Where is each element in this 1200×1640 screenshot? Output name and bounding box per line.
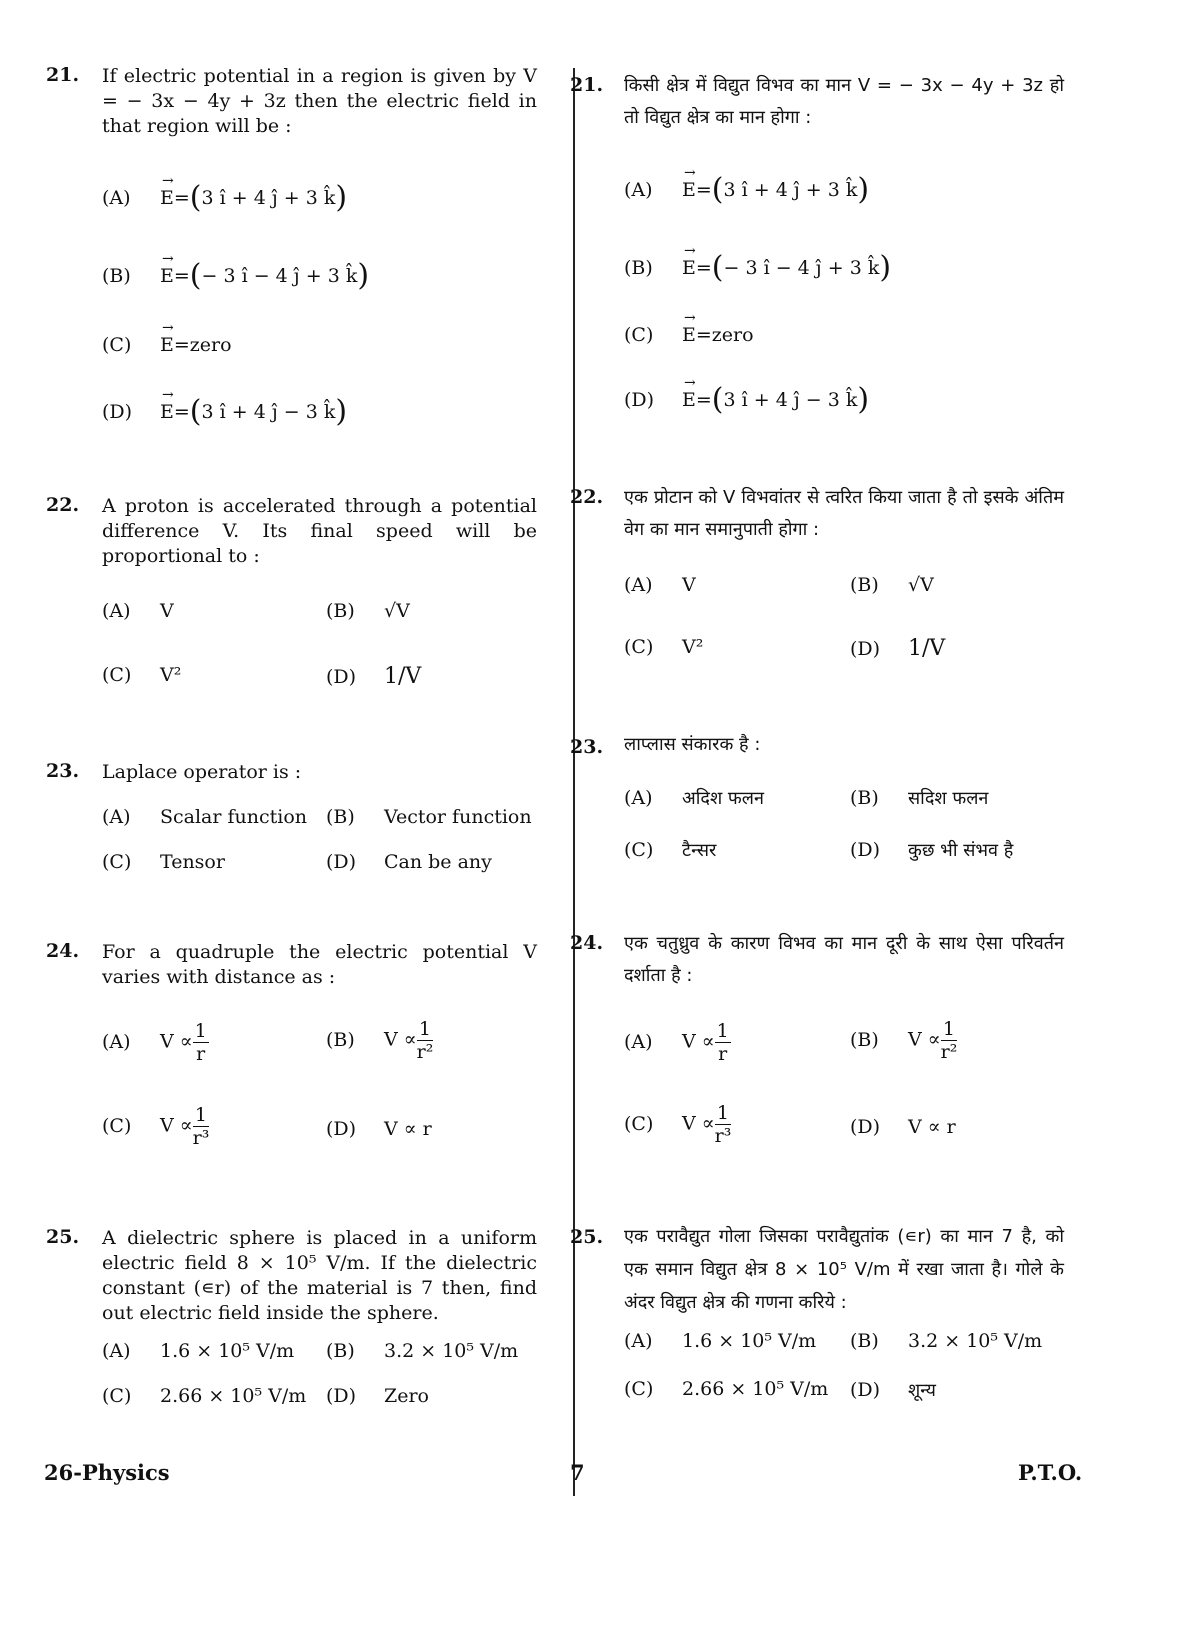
option-value: 3 î + 4 ĵ − 3 k̂ (723, 389, 858, 411)
option-label: (A) (102, 806, 131, 828)
option-label: (C) (624, 1112, 654, 1135)
option-value: V (160, 600, 174, 622)
option-value: 1.6 × 10⁵ V/m (160, 1340, 295, 1362)
question-text: एक प्रोटान को V विभवांतर से त्वरित किया जाता है तो इसके अंतिम वेग का मान समानुपाती होगा : (624, 487, 1064, 540)
question-number: 23. (570, 736, 604, 758)
option-value: V ∝ (908, 1028, 941, 1051)
option-c (102, 1104, 209, 1149)
option-value: V ∝ r (384, 1118, 432, 1140)
fraction: $\frac{1}{r}$ (716, 1020, 729, 1065)
option-label: (B) (850, 1028, 879, 1051)
option-a: (A) → E=(3 î + 4 ĵ + 3 k̂) (102, 173, 348, 215)
option-value: Can be any (384, 851, 492, 873)
option-value: V ∝ (682, 1112, 715, 1135)
option-label: (B) (850, 787, 879, 809)
question-text: एक परावैद्युत गोला जिसका परावैद्युतांक (∊r) का मान 7 है, को एक समान विद्युत क्षेत्र 8 × 10⁵ V/m में रखा जाता है। गोले के अंदर विद्युत क्षेत्र की गणना करिये : (624, 1226, 1064, 1313)
option-b (326, 1340, 518, 1362)
option-b (326, 600, 410, 622)
footer-page-number: 7 (570, 1460, 585, 1485)
option-a: (A) → E=(3 î + 4 ĵ + 3 k̂) (624, 165, 870, 207)
question-text: A dielectric sphere is placed in a uniform electric field 8 × 10⁵ V/m. If the dielectric constant (∊r) of the material is 7 then, find out electric field inside the sphere. (102, 1227, 537, 1324)
fraction: $\frac{1}{\text{r²}}$ (940, 1018, 958, 1063)
option-value: zero (711, 324, 754, 346)
option-label: (A) (102, 1030, 131, 1053)
option-a (102, 1340, 294, 1362)
question-text: किसी क्षेत्र में विद्युत विभव का मान V = − 3x − 4y + 3z हो तो विद्युत क्षेत्र का मान होगा : (624, 75, 1064, 128)
option-label: (D) (850, 839, 881, 861)
option-b (850, 1330, 1042, 1352)
option-label: (A) (102, 187, 131, 209)
option-value: 3.2 × 10⁵ V/m (908, 1330, 1043, 1352)
question-text: For a quadruple the electric potential V varies with distance as : (102, 941, 537, 988)
option-value: टैन्सर (682, 840, 717, 861)
option-label: (D) (850, 1379, 881, 1401)
option-label: (B) (850, 574, 879, 596)
option-label: (B) (326, 1028, 355, 1051)
fraction: $\frac{1}{\text{r²}}$ (416, 1018, 434, 1063)
option-c (624, 1102, 731, 1147)
option-value: कुछ भी संभव है (908, 840, 1014, 861)
vector-e: → E (682, 243, 696, 279)
option-label: (C) (624, 839, 654, 861)
option-a (624, 1020, 731, 1065)
option-label: (B) (326, 1340, 355, 1362)
fraction: $\frac{1}{\text{r³}}$ (714, 1102, 732, 1147)
option-c: (C) → E=zero (624, 310, 754, 346)
option-label: (D) (326, 666, 357, 688)
option-value: V (682, 574, 696, 596)
question-number: 23. (46, 760, 80, 782)
option-label: (C) (624, 636, 654, 658)
option-c (102, 851, 225, 873)
option-label: (A) (102, 1340, 131, 1362)
option-value: 3 î + 4 ĵ + 3 k̂ (201, 187, 336, 209)
option-value: 3 î + 4 ĵ + 3 k̂ (723, 179, 858, 201)
fraction: $\frac{1}{r}$ (194, 1020, 207, 1065)
option-c (102, 1385, 306, 1407)
option-d (326, 1118, 432, 1140)
option-label: (D) (850, 638, 881, 660)
option-value: − 3 î − 4 ĵ + 3 k̂ (723, 257, 880, 279)
option-label: (A) (624, 179, 653, 201)
option-value: Zero (384, 1385, 429, 1407)
option-b (850, 574, 934, 596)
option-value: 2.66 × 10⁵ V/m (160, 1385, 307, 1407)
option-d: (D) → E=(3 î + 4 ĵ − 3 k̂) (102, 387, 348, 429)
fraction: $\frac{1}{\text{r³}}$ (192, 1104, 210, 1149)
vector-e: → E (682, 375, 696, 411)
option-c (624, 1378, 828, 1400)
option-b (850, 786, 988, 810)
option-value: − 3 î − 4 ĵ + 3 k̂ (201, 265, 358, 287)
option-label: (A) (624, 1030, 653, 1053)
option-b (326, 806, 532, 828)
question-number: 22. (570, 486, 604, 508)
option-label: (A) (624, 1330, 653, 1352)
option-value: सदिश फलन (908, 788, 989, 809)
option-value: 1/V (908, 636, 946, 661)
question-number: 25. (570, 1226, 604, 1248)
question-text: लाप्लास संकारक है : (624, 734, 761, 755)
option-value: V ∝ (384, 1028, 417, 1051)
option-value: अदिश फलन (682, 788, 765, 809)
option-label: (A) (624, 787, 653, 809)
option-value: V ∝ r (908, 1116, 956, 1138)
option-a (624, 574, 696, 596)
option-value: 3 î + 4 ĵ − 3 k̂ (201, 401, 336, 423)
option-a (102, 806, 307, 828)
option-d (326, 1385, 429, 1407)
vector-e: → E (160, 387, 174, 423)
option-d (850, 1378, 936, 1402)
option-label: (A) (624, 574, 653, 596)
footer-subject: 26-Physics (44, 1460, 170, 1485)
option-label: (C) (102, 664, 132, 686)
option-b (850, 1018, 957, 1063)
vector-e: → E (160, 173, 174, 209)
option-d (850, 636, 945, 661)
option-label: (C) (102, 851, 132, 873)
option-label: (C) (102, 1114, 132, 1137)
option-c (624, 636, 703, 658)
option-c (624, 838, 716, 862)
option-label: (D) (326, 851, 357, 873)
question-text: A proton is accelerated through a potential difference V. Its final speed will be proportional to : (102, 495, 537, 567)
option-label: (D) (850, 1116, 881, 1138)
vector-e: → E (160, 320, 174, 356)
question-number: 21. (46, 64, 80, 86)
option-label: (D) (326, 1385, 357, 1407)
column-divider (573, 68, 575, 1496)
option-label: (B) (326, 600, 355, 622)
option-value: V² (160, 664, 182, 686)
vector-e: → E (682, 310, 696, 346)
question-number: 25. (46, 1226, 80, 1248)
option-label: (C) (624, 324, 654, 346)
option-label: (B) (850, 1330, 879, 1352)
question-number: 21. (570, 74, 604, 96)
question-number: 22. (46, 494, 80, 516)
footer-pto: P.T.O. (1018, 1460, 1083, 1485)
option-label: (D) (624, 389, 655, 411)
option-label: (D) (102, 401, 133, 423)
question-text: Laplace operator is : (102, 761, 302, 783)
option-label: (C) (102, 1385, 132, 1407)
option-value: V ∝ (160, 1030, 193, 1053)
option-a (102, 600, 174, 622)
option-label: (B) (624, 257, 653, 279)
option-label: (D) (326, 1118, 357, 1140)
option-a (624, 786, 764, 810)
option-value: V ∝ (682, 1030, 715, 1053)
question-text: एक चतुध्रुव के कारण विभव का मान दूरी के साथ ऐसा परिवर्तन दर्शाता है : (624, 933, 1064, 986)
option-d: (D) → E=(3 î + 4 ĵ − 3 k̂) (624, 375, 870, 417)
option-label: (B) (102, 265, 131, 287)
option-label: (C) (624, 1378, 654, 1400)
option-label: (C) (102, 334, 132, 356)
vector-e: → E (160, 251, 174, 287)
option-c: (C) → E=zero (102, 320, 232, 356)
option-value: zero (189, 334, 232, 356)
option-value: V² (682, 636, 704, 658)
option-b: (B) → E=(− 3 î − 4 ĵ + 3 k̂) (624, 243, 892, 285)
option-c (102, 664, 181, 686)
option-value: 2.66 × 10⁵ V/m (682, 1378, 829, 1400)
option-b: (B) → E=(− 3 î − 4 ĵ + 3 k̂) (102, 251, 370, 293)
option-a (102, 1020, 209, 1065)
option-b (326, 1018, 433, 1063)
option-value: V ∝ (160, 1114, 193, 1137)
vector-e: → E (682, 165, 696, 201)
option-value: √V (384, 600, 410, 622)
option-label: (A) (102, 600, 131, 622)
option-value: शून्य (908, 1380, 936, 1401)
option-value: Tensor (160, 851, 225, 873)
question-number: 24. (570, 932, 604, 954)
question-number: 24. (46, 940, 80, 962)
option-value: 3.2 × 10⁵ V/m (384, 1340, 519, 1362)
option-value: Vector function (384, 806, 532, 828)
option-value: 1/V (384, 664, 422, 689)
option-d (326, 851, 492, 873)
option-d (326, 664, 421, 689)
option-value: 1.6 × 10⁵ V/m (682, 1330, 817, 1352)
question-text: If electric potential in a region is given by V = − 3x − 4y + 3z then the electric field in that region will be : (102, 65, 537, 137)
option-value: √V (908, 574, 934, 596)
option-value: Scalar function (160, 806, 308, 828)
option-label: (B) (326, 806, 355, 828)
option-a (624, 1330, 816, 1352)
option-d (850, 1116, 956, 1138)
option-d (850, 838, 1013, 862)
